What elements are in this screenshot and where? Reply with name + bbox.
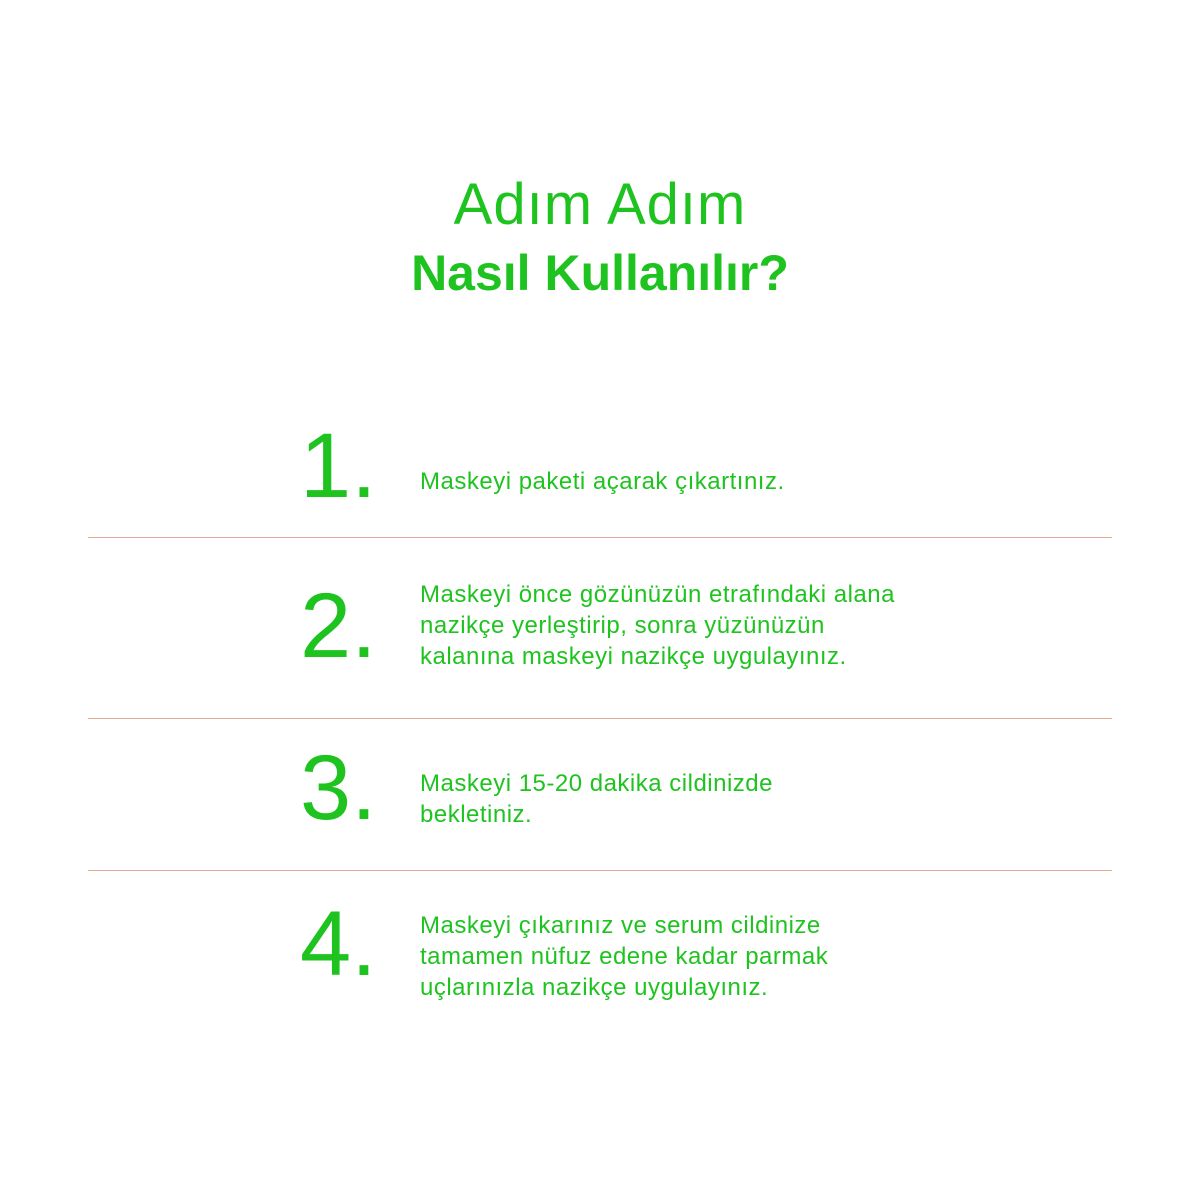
step-3-text: Maskeyi 15-20 dakika cildinizde bekletiniz. [420,770,773,828]
divider [88,870,1112,871]
step-4-number: 4. [300,893,377,995]
step-1-number: 1. [300,415,377,517]
divider [88,718,1112,719]
step-4-text: Maskeyi çıkarınız ve serum cildinize tamamen nüfuz edene kadar parmak uçlarınızla nazikçe uygulayınız. [420,912,829,1001]
page-title-line2: Nasıl Kullanılır? [411,245,789,301]
step-2-number: 2. [300,575,377,677]
step-2-text: Maskeyi önce gözünüzün etrafındaki alana nazikçe yerleştirip, sonra yüzünüzün kalanına maskeyi nazikçe uygulayınız. [420,581,895,670]
step-1-text: Maskeyi paketi açarak çıkartınız. [420,468,785,495]
page-title-line1: Adım Adım [453,172,747,237]
step-3-number: 3. [300,737,377,839]
divider [88,537,1112,538]
